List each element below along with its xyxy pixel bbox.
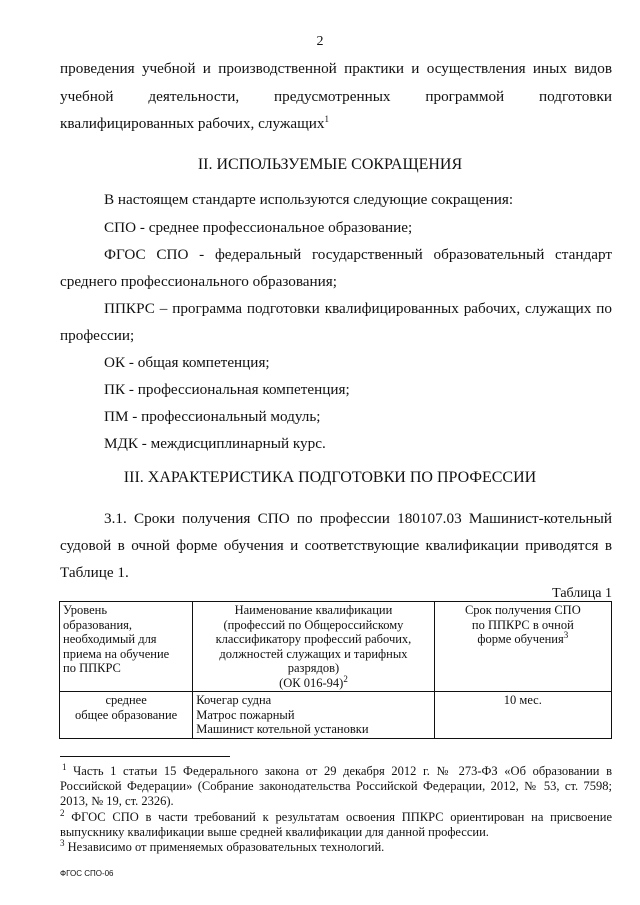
intro-line-3: квалифицированных рабочих, служащих$^1$ (60, 113, 329, 132)
abbr-fgos-spo: ФГОС СПО - федеральный государственный образовательный стандарт (104, 246, 612, 263)
section-3-line-3: Таблице 1. (60, 564, 129, 581)
footnote-3 (60, 837, 612, 855)
abbr-spo: СПО - среднее профессиональное образование; (104, 219, 413, 236)
header-cell-line: по ППКРС в очной (471, 617, 574, 632)
header-cell-line: образования, (63, 617, 133, 632)
section-3-line-2: судовой в очной форме обучения и соответствующие квалификации приводятся в (60, 537, 612, 554)
footnote-mark: 1 (62, 761, 67, 772)
header-cell-line: форме обучения$^3$ (477, 629, 569, 646)
section-2-heading: II. ИСПОЛЬЗУЕМЫЕ СОКРАЩЕНИЯ (197, 156, 463, 173)
footnote-mark: 3 (60, 837, 65, 848)
document-footer: ФГОС СПО-06 (60, 869, 114, 878)
abbr-fgos-spo-cont: среднего профессионального образования; (60, 273, 337, 290)
footnote-separator (60, 756, 230, 757)
cell-line: Машинист котельной установки (196, 722, 369, 736)
table-caption: Таблица 1 (552, 586, 612, 601)
header-cell-line: Срок получения СПО (464, 603, 581, 617)
header-study-duration (434, 602, 611, 692)
abbr-ppkrs-cont: профессии; (60, 327, 135, 344)
header-cell-line: (профессий по Общероссийскому (223, 617, 404, 632)
footnote-ref-2: 2 (343, 673, 348, 684)
section-3-heading: III. ХАРАКТЕРИСТИКА ПОДГОТОВКИ ПО ПРОФЕССИИ (123, 469, 537, 486)
cell-line: общее образование (75, 707, 178, 722)
footnote-mark: 2 (60, 807, 65, 818)
footnote-2 (60, 807, 613, 840)
footnote-1-line-1: $^1$ Часть 1 статьи 15 Федерального закона от 29 декабря 2012 г. № 273-ФЗ «Об образовании в (62, 761, 612, 778)
footnote-ref-3: 3 (563, 629, 569, 640)
abbr-mdk: МДК - междисциплинарный курс. (104, 435, 326, 452)
header-cell-line: классификатору профессий рабочих, (215, 632, 412, 646)
section-2-line: В настоящем стандарте используются следующие сокращения: (104, 191, 514, 208)
footnote-2-line-2: выпускнику квалификации выше средней квалификации для данной профессии. (60, 825, 489, 839)
cell-line: Кочегар судна (196, 693, 272, 707)
cell-study-duration: 10 мес. (434, 692, 611, 739)
abbr-pm: ПМ - профессиональный модуль; (104, 408, 321, 425)
footnote-1-line-2: Российской Федерации» (Собрание законодательства Российской Федерации, 2012, № 53, ст. 7598; (60, 779, 612, 793)
cell-qualifications (193, 692, 434, 739)
header-cell-line: должностей служащих и тарифных (219, 646, 408, 661)
table-row (60, 692, 612, 739)
header-qualification-name (193, 602, 434, 692)
header-education-level (60, 602, 193, 692)
table-header-row (60, 602, 612, 692)
page-number: 2 (316, 34, 324, 49)
header-cell-line: Уровень (63, 603, 108, 617)
section-3-line-1: 3.1. Сроки получения СПО по профессии 180107.03 Машинист-котельный (104, 510, 612, 527)
header-cell-line: приема на обучение (63, 646, 170, 661)
footnote-3-line-1: $^3$ Независимо от применяемых образовательных технологий. (60, 837, 385, 854)
header-cell-line: по ППКРС (63, 661, 121, 675)
header-cell-line: Наименование квалификации (234, 603, 393, 617)
header-cell-line: (ОК 016-94)$^2$ (279, 673, 348, 690)
cell-line: Матрос пожарный (196, 707, 295, 722)
intro-line-1: проведения учебной и производственной практики и осуществления иных видов (60, 60, 612, 77)
cell-education-level (60, 692, 193, 739)
header-cell-line: разрядов) (287, 661, 340, 675)
abbr-ok: ОК - общая компетенция; (104, 354, 270, 371)
footnote-1 (60, 761, 612, 809)
abbr-ppkrs: ППКРС – программа подготовки квалифицированных рабочих, служащих по (104, 300, 612, 317)
abbr-pk: ПК - профессиональная компетенция; (104, 381, 350, 398)
footnote-ref-1: 1 (324, 113, 329, 124)
qualification-table (59, 601, 612, 739)
footnote-2-line-1: $^2$ ФГОС СПО в части требований к результатам освоения ППКРС ориентирован на присвоение (60, 807, 613, 824)
intro-line-2: учебной деятельности, предусмотренных программой подготовки (60, 88, 612, 105)
footnote-1-line-3: 2013, № 19, ст. 2326). (60, 794, 174, 808)
cell-line: среднее (105, 693, 147, 707)
header-cell-line: необходимый для (63, 632, 157, 646)
